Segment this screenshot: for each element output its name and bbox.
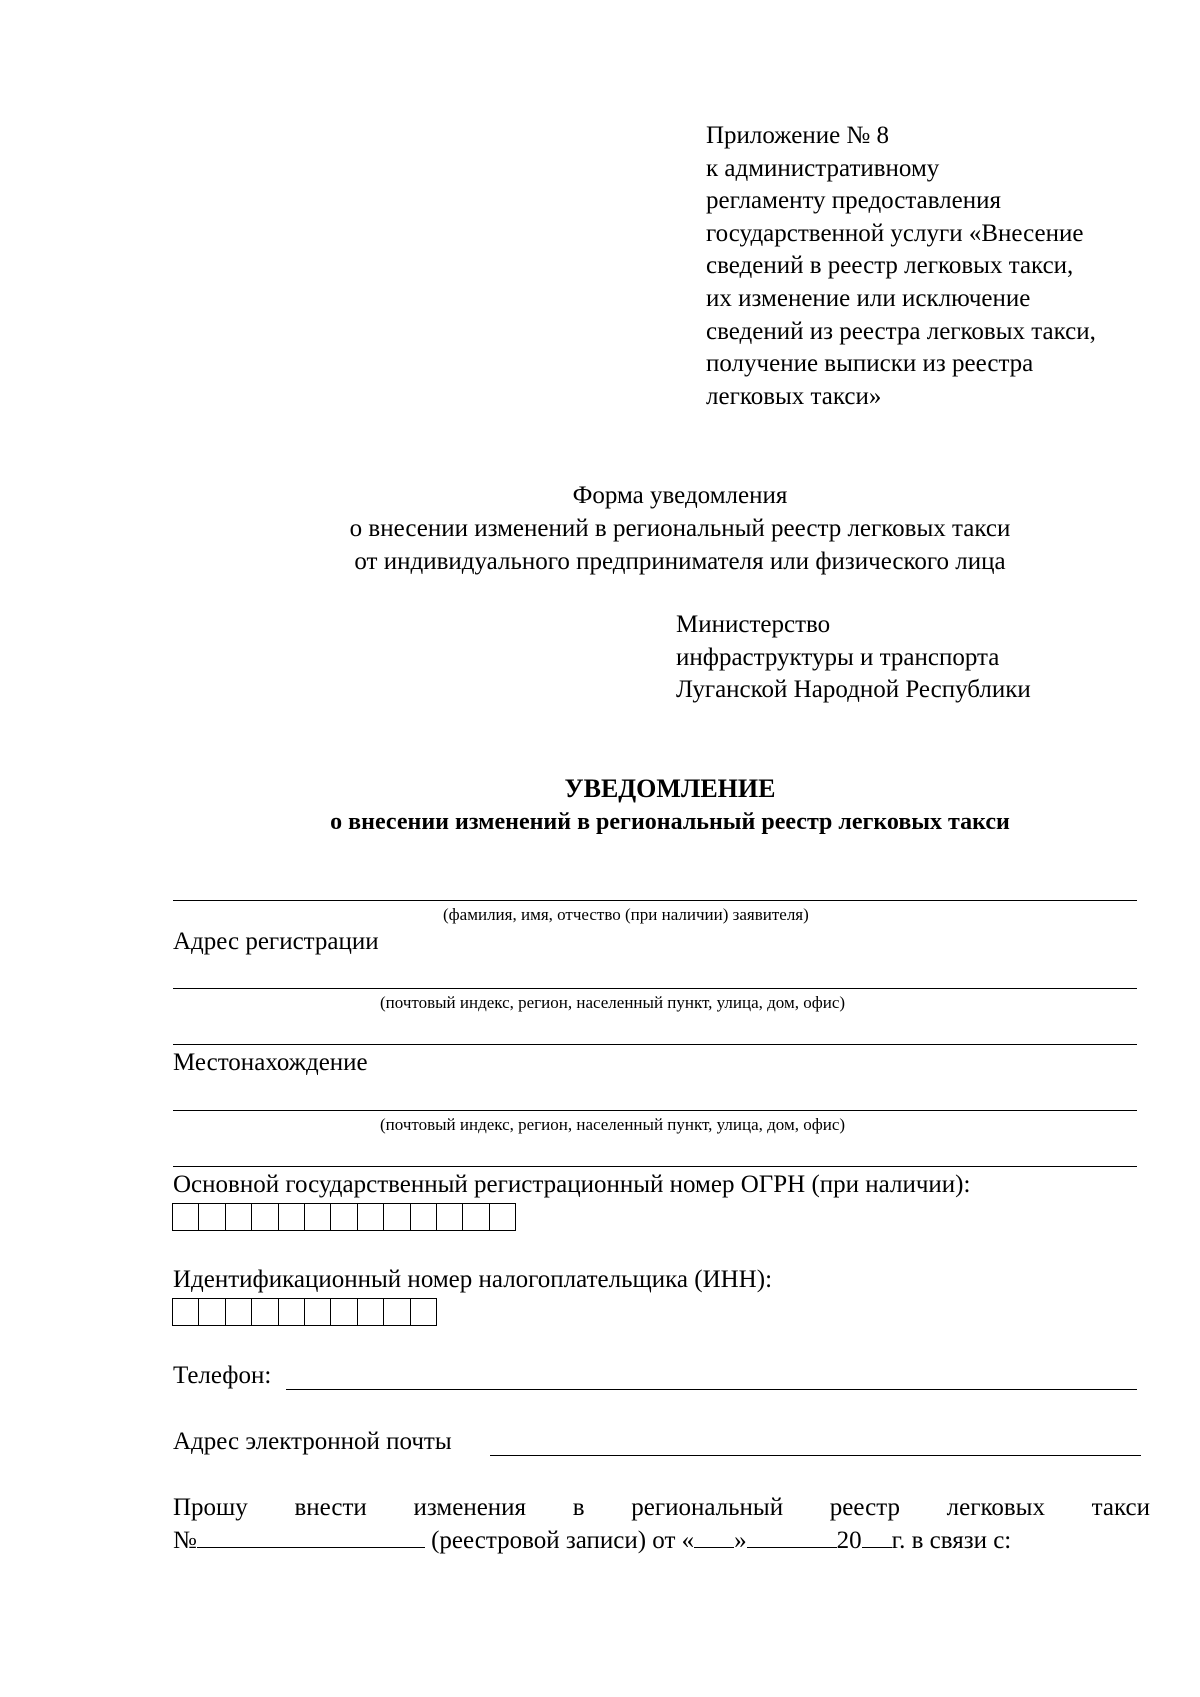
ogrn-cells[interactable] <box>172 1203 516 1231</box>
inn-cell[interactable] <box>331 1299 357 1325</box>
ogrn-cell[interactable] <box>490 1204 516 1230</box>
ogrn-cell[interactable] <box>199 1204 225 1230</box>
fio-caption: (фамилия, имя, отчество (при наличии) заявителя) <box>443 905 809 924</box>
fio-line[interactable] <box>173 900 1137 901</box>
inn-cell[interactable] <box>279 1299 305 1325</box>
form-title-line-3: от индивидуального предпринимателя или физического лица <box>354 548 1006 575</box>
registration-address-line[interactable] <box>173 988 1137 989</box>
location-line-2[interactable] <box>173 1166 1137 1167</box>
request-word: внести <box>294 1494 367 1521</box>
appendix-line: Приложение № 8 <box>706 122 890 149</box>
request-word: легковых <box>946 1494 1045 1521</box>
ogrn-cell[interactable] <box>463 1204 489 1230</box>
day-blank[interactable] <box>694 1527 734 1548</box>
request-word: в <box>572 1494 585 1521</box>
request-line-2 <box>173 1527 1011 1555</box>
location-caption: (почтовый индекс, регион, населенный пункт, улица, дом, офис) <box>380 1115 846 1134</box>
request-word: изменения <box>413 1494 527 1521</box>
ogrn-cell[interactable] <box>437 1204 463 1230</box>
inn-cell[interactable] <box>252 1299 278 1325</box>
inn-cell[interactable] <box>226 1299 252 1325</box>
registration-address-caption: (почтовый индекс, регион, населенный пункт, улица, дом, офис) <box>380 993 846 1012</box>
year-prefix: 20 <box>836 1527 862 1554</box>
registration-address-label: Адрес регистрации <box>173 928 379 955</box>
month-blank[interactable] <box>747 1527 837 1548</box>
ogrn-cell[interactable] <box>226 1204 252 1230</box>
form-title-line-1: Форма уведомления <box>572 482 788 509</box>
inn-cell[interactable] <box>411 1299 437 1325</box>
request-word: региональный <box>631 1494 784 1521</box>
ogrn-label: Основной государственный регистрационный номер ОГРН (при наличии): <box>173 1171 971 1198</box>
record-text: (реестровой записи) от « <box>431 1527 695 1554</box>
year-blank[interactable] <box>862 1527 892 1548</box>
phone-line[interactable] <box>286 1389 1137 1390</box>
inn-cell[interactable] <box>384 1299 410 1325</box>
addressee-line-1: Министерство <box>676 611 831 638</box>
inn-cells[interactable] <box>172 1298 437 1326</box>
appendix-line: сведений в реестр легковых такси, <box>706 252 1074 280</box>
request-word: Прошу <box>173 1494 248 1521</box>
appendix-line: сведений из реестра легковых такси, <box>706 317 1096 345</box>
addressee-line-2: инфраструктуры и транспорта <box>676 643 1000 671</box>
ogrn-cell[interactable] <box>331 1204 357 1230</box>
ogrn-cell[interactable] <box>411 1204 437 1230</box>
ogrn-cell[interactable] <box>173 1204 199 1230</box>
number-sign: № <box>173 1527 197 1554</box>
appendix-line: к административному <box>706 154 940 182</box>
email-label: Адрес электронной почты <box>173 1428 452 1455</box>
ogrn-cell[interactable] <box>279 1204 305 1230</box>
phone-label: Телефон: <box>173 1362 272 1389</box>
quote-close: » <box>734 1527 747 1554</box>
ogrn-cell[interactable] <box>252 1204 278 1230</box>
request-word: реестр <box>829 1494 900 1521</box>
addressee-line-3: Луганской Народной Республики <box>676 676 1031 704</box>
addressee-block <box>676 609 1031 707</box>
inn-cell[interactable] <box>173 1299 199 1325</box>
appendix-note <box>706 120 1186 413</box>
inn-cell[interactable] <box>358 1299 384 1325</box>
request-line-1 <box>173 1494 1150 1522</box>
inn-label: Идентификационный номер налогоплательщика (ИНН): <box>173 1266 773 1293</box>
location-line[interactable] <box>173 1110 1137 1111</box>
ogrn-cell[interactable] <box>384 1204 410 1230</box>
request-word: такси <box>1091 1494 1150 1521</box>
appendix-line: регламенту предоставления <box>706 187 1002 215</box>
inn-cell[interactable] <box>305 1299 331 1325</box>
registration-address-line-2[interactable] <box>173 1044 1137 1045</box>
ogrn-cell[interactable] <box>358 1204 384 1230</box>
inn-cell[interactable] <box>199 1299 225 1325</box>
email-line[interactable] <box>490 1455 1141 1456</box>
notice-subtitle: о внесении изменений в региональный реестр легковых такси <box>330 809 1010 835</box>
ogrn-cell[interactable] <box>305 1204 331 1230</box>
registry-number-blank[interactable] <box>197 1527 425 1548</box>
appendix-line: получение выписки из реестра <box>706 350 1034 378</box>
appendix-line: легковых такси» <box>706 382 882 410</box>
notice-title: УВЕДОМЛЕНИЕ <box>564 774 776 803</box>
appendix-line: государственной услуги «Внесение <box>706 219 1084 247</box>
form-title-line-2: о внесении изменений в региональный реестр легковых такси <box>349 515 1011 542</box>
appendix-line: их изменение или исключение <box>706 284 1031 312</box>
request-suffix: г. в связи с: <box>891 1527 1012 1554</box>
location-label: Местонахождение <box>173 1049 368 1076</box>
